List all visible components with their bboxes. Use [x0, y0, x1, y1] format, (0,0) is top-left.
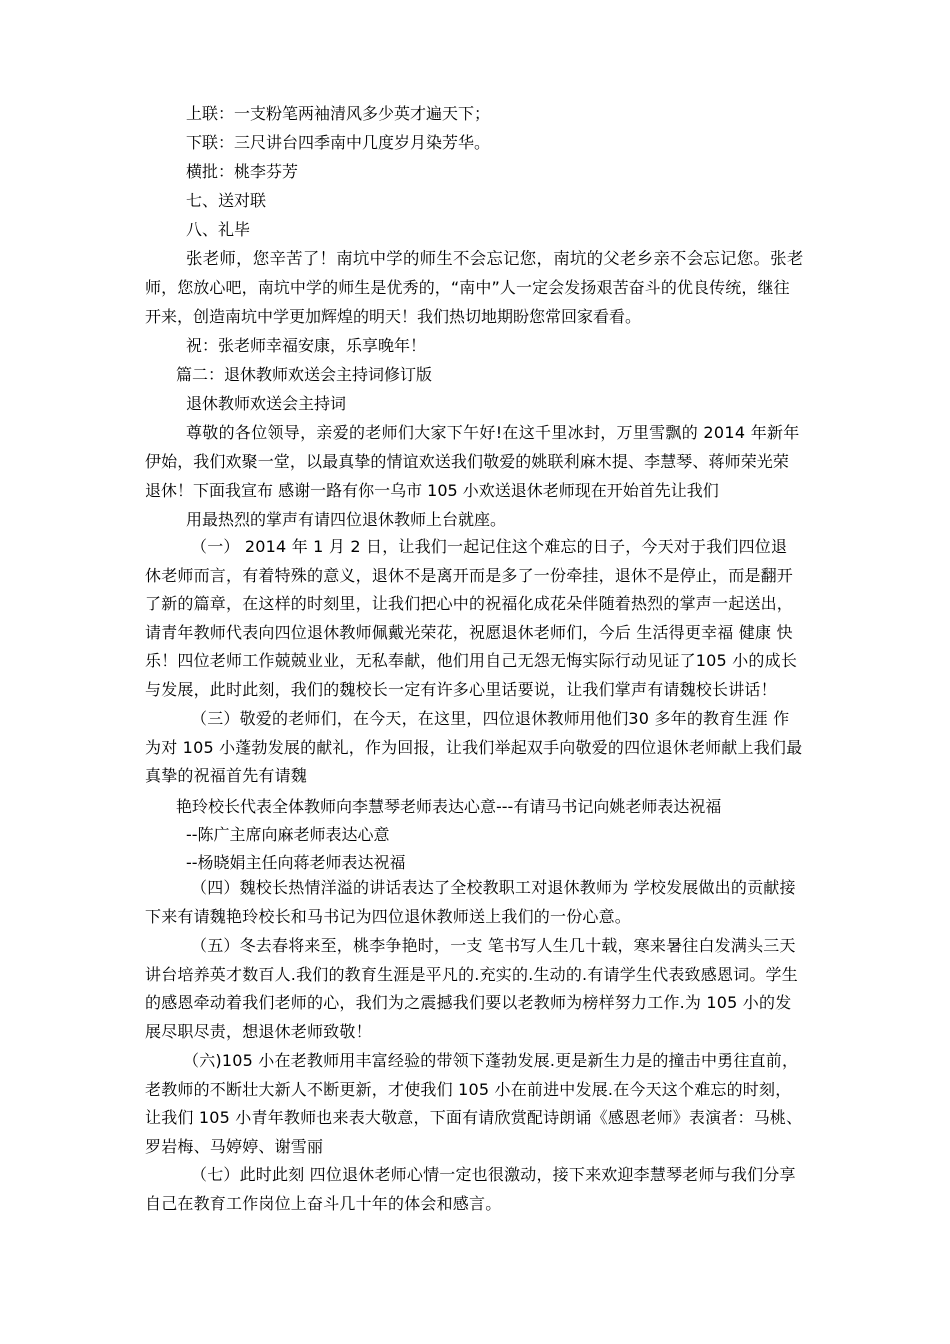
couplet-upper: 上联：一支粉笔两袖清风多少英才遍天下； — [186, 104, 491, 123]
tribute-line-3: --杨晓娟主任向蒋老师表达祝福 — [186, 853, 406, 872]
paragraph-one: （一） 2014 年 1 月 2 日，让我们一起记住这个难忘的日子，今天对于我们四位退休老师而言，有着特殊的意义，退休不是离开而是多了一份牵挂，退休不是停止，而是翻开了新的篇章，在这样的时刻里，让我们把心中的祝福化成花朵伴随着热烈的掌声一起送出，请青年教师代表向四位退休教师佩戴光荣花，祝愿退休老师们，今后 生活得更幸福 健康 快乐！四位老师工作兢兢业业，无私奉献，他们用自己无怨无悔实际行动见证了105 小的成长与发展，此时此刻，我们的魏校长一定有许多心里话要说，让我们掌声有请魏校长讲话！ — [145, 537, 798, 699]
intro-line-1: 尊敬的各位领导，亲爱的老师们大家下午好!在这千里冰封，万里雪飘的 2014 年新年 — [186, 423, 800, 442]
closing-line-2: 师，您放心吧，南坑中学的师生是优秀的，“南中”人一定会发扬艰苦奋斗的优良传统，继往 — [145, 278, 790, 297]
couplet-horizontal: 横批：桃李芬芳 — [186, 162, 299, 181]
tribute-line-2: --陈广主席向麻老师表达心意 — [186, 825, 390, 844]
paragraph-seven: （七）此时此刻 四位退休老师心情一定也很激动，接下来欢迎李慧琴老师与我们分享自己在教育工作岗位上奋斗几十年的体会和感言。 — [145, 1165, 796, 1213]
intro-line-3: 退休！下面我宣布 感谢一路有你一乌市 105 小欢送退休老师现在开始首先让我们 — [145, 481, 719, 500]
paragraph-five: （五）冬去春将来至，桃李争艳时，一支 笔书写人生几十载，寒来暑往白发满头三天讲台培养英才数百人.我们的教育生涯是平凡的.充实的.生动的.有请学生代表致感恩词。学生的感恩牵动着我们老师的心，我们为之震撼我们要以老教师为榜样努力工作.为 105 小的发展尽职尽责，想退休老师致敬！ — [145, 936, 798, 1041]
paragraph-four: （四）魏校长热情洋溢的讲话表达了全校教职工对退休教师为 学校发展做出的贡献接下来有请魏艳玲校长和马书记为四位退休教师送上我们的一份心意。 — [145, 878, 796, 926]
blessing-line: 祝：张老师幸福安康，乐享晚年！ — [186, 336, 427, 355]
paragraph-six: （六)105 小在老教师用丰富经验的带领下蓬勃发展.更是新生力是的撞击中勇往直前，老教师的不断壮大新人不断更新，才使我们 105 小在前进中发展.在今天这个难忘的时刻，让我们 105 小青年教师也来表大敬意，下面有请欣赏配诗朗诵《感恩老师》表演者：马桃、罗岩梅、马婷婷、谢雪丽 — [145, 1051, 803, 1156]
tribute-line-1: 艳玲校长代表全体教师向李慧琴老师表达心意---有请马书记向姚老师表达祝福 — [176, 797, 722, 816]
document-subtitle: 退休教师欢送会主持词 — [186, 394, 347, 413]
closing-line-3: 开来，创造南坑中学更加辉煌的明天！我们热切地期盼您常回家看看。 — [145, 307, 642, 326]
step-seven: 七、送对联 — [186, 191, 267, 210]
paragraph-three: （三）敬爱的老师们，在今天，在这里，四位退休教师用他们30 多年的教育生涯 作为对 105 小蓬勃发展的献礼，作为回报，让我们举起双手向敬爱的四位退休老师献上我们最真挚的祝福首先有请魏 — [145, 709, 803, 786]
closing-line-1: 张老师，您辛苦了！南坑中学的师生不会忘记您，南坑的父老乡亲不会忘记您。张老 — [186, 249, 804, 268]
couplet-lower: 下联：三尺讲台四季南中几度岁月染芳华。 — [186, 133, 491, 152]
section-two-heading: 篇二：退休教师欢送会主持词修订版 — [176, 365, 433, 384]
intro-line-2: 伊始，我们欢聚一堂，以最真挚的情谊欢送我们敬爱的姚联利麻木提、李慧琴、蒋师荣光荣 — [145, 452, 790, 471]
intro-line-4: 用最热烈的掌声有请四位退休教师上台就座。 — [186, 510, 507, 529]
step-eight: 八、礼毕 — [186, 220, 251, 239]
